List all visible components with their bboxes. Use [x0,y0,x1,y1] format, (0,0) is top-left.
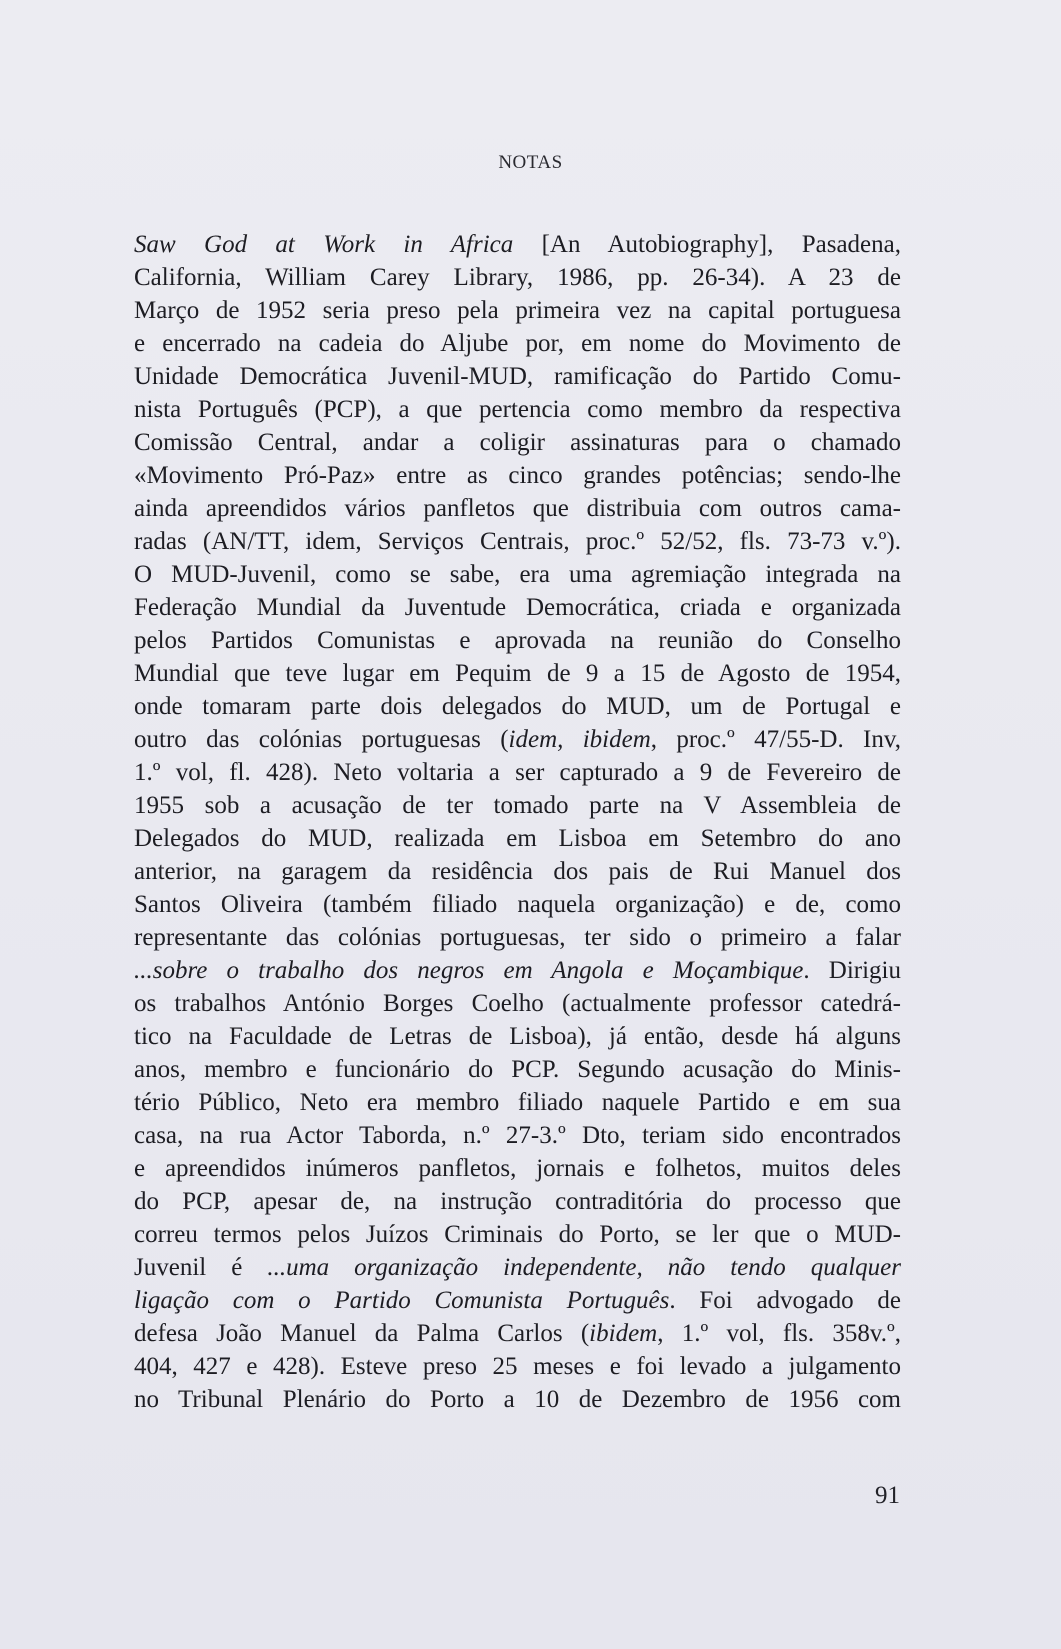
text-segment: os trabalhos António Borges Coelho (actualmente professor catedrá- [134,990,901,1017]
text-segment: O MUD-Juvenil, como se sabe, era uma agremiação integrada na [134,561,901,588]
text-line [134,360,901,393]
text-line [134,393,901,426]
text-segment: California, William Carey Library, 1986, pp. 26-34). A 23 de [134,264,901,291]
text-segment: [An Autobiography], Pasadena, [513,231,901,258]
text-line [134,624,901,657]
text-segment: e apreendidos inúmeros panfletos, jornais e folhetos, muitos deles [134,1155,901,1182]
text-segment: casa, na rua Actor Taborda, n.º 27-3.º Dto, teriam sido encontrados [134,1122,901,1149]
text-line [134,855,901,888]
text-line [134,1152,901,1185]
text-segment: 404, 427 e 428). Esteve preso 25 meses e foi levado a julgamento [134,1353,901,1380]
running-header: NOTAS [498,152,563,173]
text-segment: tico na Faculdade de Letras de Lisboa), já então, desde há alguns [134,1023,901,1050]
text-segment: . Dirigiu [803,957,901,984]
text-segment: anterior, na garagem da residência dos pais de Rui Manuel dos [134,858,901,885]
text-line [134,690,901,723]
text-line [134,1350,901,1383]
text-segment: Federação Mundial da Juventude Democrática, criada e organizada [134,594,901,621]
text-segment: radas (AN/TT, idem, Serviços Centrais, proc.º 52/52, fls. 73-73 v.º). [134,528,901,555]
text-line [134,294,901,327]
text-segment: correu termos pelos Juízos Criminais do Porto, se ler que o MUD- [134,1221,901,1248]
text-line [134,723,901,756]
text-line [134,1119,901,1152]
italic-text-segment: ...sobre o trabalho dos negros em Angola e Moçambique [134,957,804,984]
text-segment: 1.º vol, fl. 428). Neto voltaria a ser capturado a 9 de Fevereiro de [134,759,901,786]
text-line [134,426,901,459]
text-segment: , proc.º 47/55-D. Inv, [650,726,901,753]
text-line [134,1020,901,1053]
text-segment: Delegados do MUD, realizada em Lisboa em Setembro do ano [134,825,901,852]
text-segment: representante das colónias portuguesas, ter sido o primeiro a falar [134,924,901,951]
text-segment: tério Público, Neto era membro filiado naquele Partido e em sua [134,1089,901,1116]
text-line [134,1383,901,1416]
text-line [134,525,901,558]
text-segment: Santos Oliveira (também filiado naquela organização) e de, como [134,891,901,918]
text-segment: anos, membro e funcionário do PCP. Segundo acusação do Minis- [134,1056,901,1083]
text-segment: Mundial que teve lugar em Pequim de 9 a 15 de Agosto de 1954, [134,660,901,687]
text-segment: . Foi advogado de [669,1287,901,1314]
text-segment: , 1.º vol, fls. 358v.º, [657,1320,902,1347]
text-segment: no Tribunal Plenário do Porto a 10 de Dezembro de 1956 com [134,1386,901,1413]
text-segment: Juvenil é [134,1254,268,1281]
text-line [134,228,901,261]
text-line [134,1218,901,1251]
text-line [134,1317,901,1350]
text-line [134,1086,901,1119]
text-line [134,789,901,822]
text-line [134,492,901,525]
italic-text-segment: ligação com o Partido Comunista Português [134,1287,670,1314]
text-segment: ainda apreendidos vários panfletos que distribuia com outros cama- [134,495,901,522]
text-line [134,888,901,921]
text-segment: do PCP, apesar de, na instrução contraditória do processo que [134,1188,901,1215]
text-line [134,657,901,690]
text-segment: nista Português (PCP), a que pertencia como membro da respectiva [134,396,901,423]
text-line [134,1284,901,1317]
text-line [134,1053,901,1086]
text-segment: «Movimento Pró-Paz» entre as cinco grandes potências; sendo-lhe [134,462,901,489]
text-segment: pelos Partidos Comunistas e aprovada na reunião do Conselho [134,627,901,654]
text-line [134,459,901,492]
text-line [134,822,901,855]
italic-text-segment: ibidem [589,1320,658,1347]
text-segment: Março de 1952 seria preso pela primeira vez na capital portuguesa [134,297,901,324]
italic-text-segment: idem, ibidem [508,726,651,753]
italic-text-segment: ...uma organização independente, não tendo qualquer [267,1254,901,1281]
italic-text-segment: Saw God at Work in Africa [134,231,514,258]
text-line [134,591,901,624]
text-line [134,558,901,591]
text-line [134,1251,901,1284]
text-line [134,1185,901,1218]
text-line [134,327,901,360]
text-line [134,954,901,987]
text-segment: 1955 sob a acusação de ter tomado parte na V Assembleia de [134,792,901,819]
text-segment: Comissão Central, andar a coligir assinaturas para o chamado [134,429,901,456]
text-line [134,921,901,954]
text-segment: Unidade Democrática Juvenil-MUD, ramificação do Partido Comu- [134,363,901,390]
text-segment: e encerrado na cadeia do Aljube por, em nome do Movimento de [134,330,901,357]
text-line [134,261,901,294]
text-segment: outro das colónias portuguesas ( [134,726,509,753]
page-number: 91 [875,1482,900,1509]
text-line [134,987,901,1020]
text-segment: defesa João Manuel da Palma Carlos ( [134,1320,590,1347]
text-line [134,756,901,789]
text-segment: onde tomaram parte dois delegados do MUD, um de Portugal e [134,693,901,720]
body-text [134,228,901,1416]
